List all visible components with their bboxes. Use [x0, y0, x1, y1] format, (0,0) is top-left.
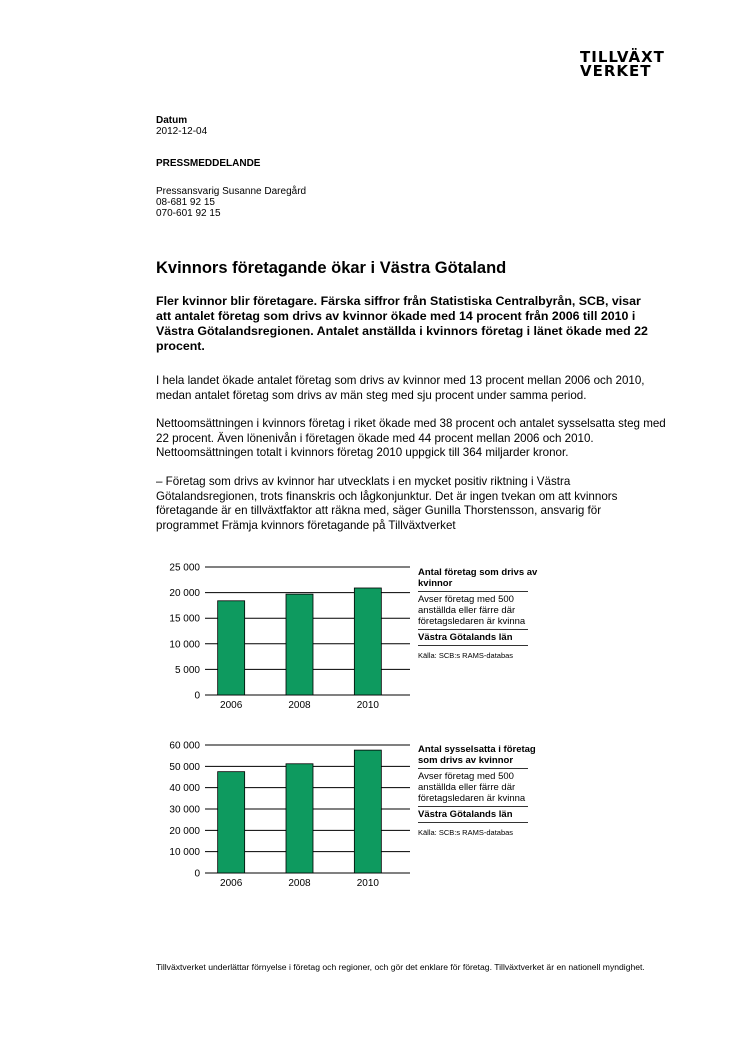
y-tick-label: 40 000 — [169, 783, 200, 795]
datum-label: Datum — [156, 115, 188, 126]
bar — [286, 594, 313, 695]
bar — [354, 750, 381, 873]
body-paragraph-1: I hela landet ökade antalet företag som drivs av kvinnor med 13 procent mellan 2006 och 2010, medan antalet företag som drivs av män steg med sju procent under samma period. — [156, 374, 645, 402]
bar — [218, 601, 245, 695]
doc-type: PRESSMEDDELANDE — [156, 158, 261, 169]
logo-line-1: TILLVÄXT — [580, 48, 665, 66]
y-tick-label: 5 000 — [174, 664, 200, 676]
x-tick-label: 2010 — [356, 700, 379, 711]
legend-region: Västra Götalands län — [418, 632, 513, 643]
y-tick-label: 20 000 — [169, 825, 200, 837]
legend-title: Antal sysselsatta i företag som drivs av kvinnor — [418, 744, 536, 766]
y-tick-label: 50 000 — [169, 761, 200, 773]
y-tick-label: 10 000 — [169, 847, 200, 859]
body-paragraph-3: – Företag som drivs av kvinnor har utvecklats i en mycket positiv riktning i Västra Götalandsregionen, trots finanskris och lågkonjunktur. Det är ingen tvekan om att kvinnors företagande är en tillväxtfaktor att räkna med, säger Gunilla Thorstensson, ansvarig för programmet Främja kvinnors företagande på Tillväxtverket — [156, 475, 618, 532]
legend-source: Källa: SCB:s RAMS-databas — [418, 651, 514, 660]
page-title: Kvinnors företagande ökar i Västra Götaland — [156, 259, 507, 277]
chart-companies-legend — [418, 567, 538, 661]
lead-paragraph: Fler kvinnor blir företagare. Färska siffror från Statistiska Centralbyrån, SCB, visar att antalet företag som drivs av kvinnor ökade med 14 procent från 2006 till 2010 i Västra Götalandsregionen. Antalet anställda i kvinnors företag i länet ökade med 22 procent. — [156, 294, 648, 353]
logo-line-2: VERKET — [580, 62, 652, 80]
footer-text: Tillväxtverket underlättar förnyelse i företag och regioner, och gör det enklare för företag. Tillväxtverket är en nationell myndighet. — [156, 962, 645, 972]
y-tick-label: 30 000 — [169, 804, 200, 816]
datum-value: 2012-12-04 — [156, 126, 208, 137]
y-tick-label: 20 000 — [169, 588, 200, 600]
y-tick-label: 0 — [194, 868, 200, 880]
bar — [218, 772, 245, 873]
legend-region: Västra Götalands län — [418, 809, 513, 820]
bar — [286, 764, 313, 873]
contact-phone-1: 08-681 92 15 — [156, 197, 215, 208]
legend-desc: Avser företag med 500 anställda eller färre där företagsledaren är kvinna — [418, 771, 526, 804]
y-tick-label: 10 000 — [169, 639, 200, 651]
x-tick-label: 2006 — [220, 700, 243, 711]
y-tick-label: 15 000 — [169, 613, 200, 625]
x-tick-label: 2006 — [220, 878, 243, 889]
legend-source: Källa: SCB:s RAMS-databas — [418, 828, 514, 837]
x-tick-label: 2010 — [356, 878, 379, 889]
x-tick-label: 2008 — [288, 878, 311, 889]
y-tick-label: 0 — [194, 690, 200, 702]
contact-name: Pressansvarig Susanne Daregård — [156, 186, 307, 197]
y-tick-label: 60 000 — [169, 740, 200, 752]
chart-employees-legend — [418, 744, 538, 838]
contact-phone-2: 070-601 92 15 — [156, 208, 221, 219]
x-tick-label: 2008 — [288, 700, 311, 711]
legend-title: Antal företag som drivs av kvinnor — [418, 567, 538, 589]
legend-desc: Avser företag med 500 anställda eller färre där företagsledaren är kvinna — [418, 594, 526, 627]
body-paragraph-2: Nettoomsättningen i kvinnors företag i riket ökade med 38 procent och antalet sysselsatta steg med 22 procent. Även lönenivån i företagen ökade med 44 procent mellan 2006 och 2010. Nettoomsättningen totalt i kvinnors företag 2010 uppgick till 364 miljarder kronor. — [156, 417, 666, 459]
bar — [354, 588, 381, 695]
y-tick-label: 25 000 — [169, 562, 200, 574]
tillvaxtverket-logo — [580, 50, 665, 78]
